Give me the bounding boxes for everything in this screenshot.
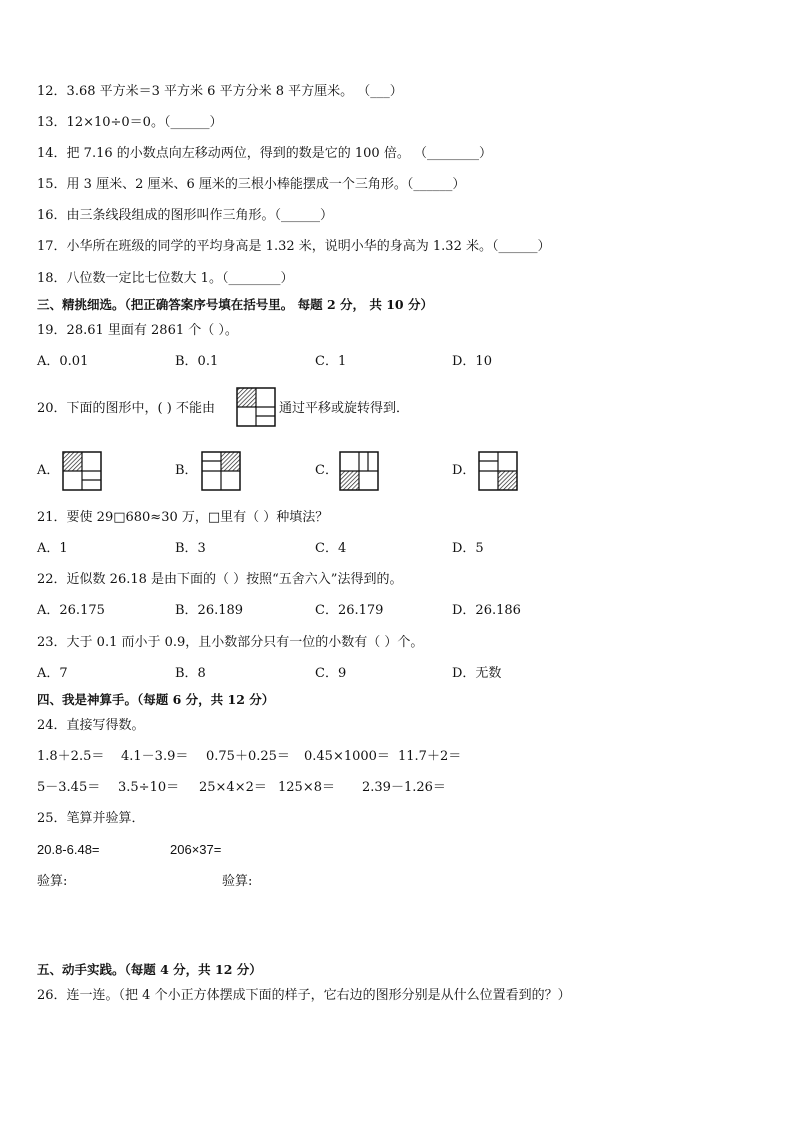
question-19: 19．28.61 里面有 2861 个（ ）。 — [37, 323, 238, 338]
q23-option-d: D．无数 — [452, 666, 502, 681]
question-25-title: 25．笔算并验算． — [37, 811, 145, 826]
q25-check-2: 验算: — [222, 874, 253, 889]
question-18: 18．八位数一定比七位数大 1。（________） — [37, 271, 294, 286]
q22-option-a: A．26.175 — [37, 603, 105, 618]
q22-option-b: B．26.189 — [175, 603, 244, 618]
question-15: 15．用 3 厘米、2 厘米、6 厘米的三根小棒能摆成一个三角形。（______） — [37, 177, 466, 192]
q21-option-a: A．1 — [37, 541, 68, 556]
calc-item: 25×4×2＝ — [199, 780, 267, 795]
question-16: 16．由三条线段组成的图形叫作三角形。（______） — [37, 208, 334, 223]
calc-item: 1.8＋2.5＝ — [37, 749, 105, 764]
question-22: 22．近似数 26.18 是由下面的（ ）按照“五舍六入”法得到的。 — [37, 572, 403, 587]
q20-option-b-figure — [201, 451, 241, 491]
q23-option-b: B．8 — [175, 666, 206, 681]
q23-option-c: C．9 — [315, 666, 347, 681]
calc-item: 4.1－3.9＝ — [121, 749, 189, 764]
q19-option-a: A．0.01 — [37, 354, 89, 369]
q23-option-a: A．7 — [37, 666, 68, 681]
q21-option-b: B．3 — [175, 541, 206, 556]
question-17: 17．小华所在班级的同学的平均身高是 1.32 米，说明小华的身高为 1.32 米。（______） — [37, 239, 551, 254]
calc-item: 2.39－1.26＝ — [362, 780, 446, 795]
q20-option-a-label: A． — [37, 463, 60, 478]
q20-option-d-figure — [478, 451, 518, 491]
calc-item: 11.7＋2＝ — [398, 749, 462, 764]
q19-option-d: D．10 — [452, 354, 492, 369]
q21-option-c: C．4 — [315, 541, 347, 556]
question-23: 23．大于 0.1 而小于 0.9，且小数部分只有一位的小数有（ ）个。 — [37, 635, 424, 650]
q20-reference-figure — [236, 387, 276, 427]
calc-item: 5－3.45＝ — [37, 780, 101, 795]
question-12: 12．3.68 平方米＝3 平方米 6 平方分米 8 平方厘米。 （___） — [37, 84, 403, 99]
calc-item: 3.5÷10＝ — [118, 780, 180, 795]
q20-option-b-label: B． — [175, 463, 198, 478]
question-13: 13．12×10÷0＝0。（______） — [37, 115, 223, 130]
calc-item: 125×8＝ — [278, 780, 335, 795]
q25-expression-1: 20.8-6.48= — [37, 842, 100, 857]
calc-item: 0.45×1000＝ — [304, 749, 390, 764]
section-4-heading: 四、我是神算手。（每题 6 分，共 12 分） — [37, 692, 275, 707]
section-5-heading: 五、动手实践。（每题 4 分，共 12 分） — [37, 962, 262, 977]
section-3-heading: 三、精挑细选。（把正确答案序号填在括号里。 每题 2 分， 共 10 分） — [37, 297, 433, 312]
question-26: 26．连一连。（把 4 个小正方体摆成下面的样子，它右边的图形分别是从什么位置看到的？） — [37, 988, 571, 1003]
question-14: 14．把 7.16 的小数点向左移动两位，得到的数是它的 100 倍。 （________） — [37, 146, 492, 161]
q25-expression-2: 206×37= — [170, 842, 222, 857]
q20-option-c-figure — [339, 451, 379, 491]
q20-option-a-figure — [62, 451, 102, 491]
q19-option-b: B．0.1 — [175, 354, 219, 369]
q22-option-d: D．26.186 — [452, 603, 521, 618]
question-24-title: 24．直接写得数。 — [37, 718, 145, 733]
question-20-suffix: 通过平移或旋转得到． — [279, 401, 410, 416]
calc-item: 0.75＋0.25＝ — [206, 749, 290, 764]
question-20-prefix: 20．下面的图形中，( ) 不能由 — [37, 401, 215, 416]
q21-option-d: D．5 — [452, 541, 484, 556]
q20-option-c-label: C． — [315, 463, 338, 478]
q19-option-c: C．1 — [315, 354, 347, 369]
q25-check-1: 验算: — [37, 874, 68, 889]
q20-option-d-label: D． — [452, 463, 476, 478]
q22-option-c: C．26.179 — [315, 603, 384, 618]
question-21: 21．要使 29□680≈30 万，□里有（ ）种填法？ — [37, 510, 329, 525]
